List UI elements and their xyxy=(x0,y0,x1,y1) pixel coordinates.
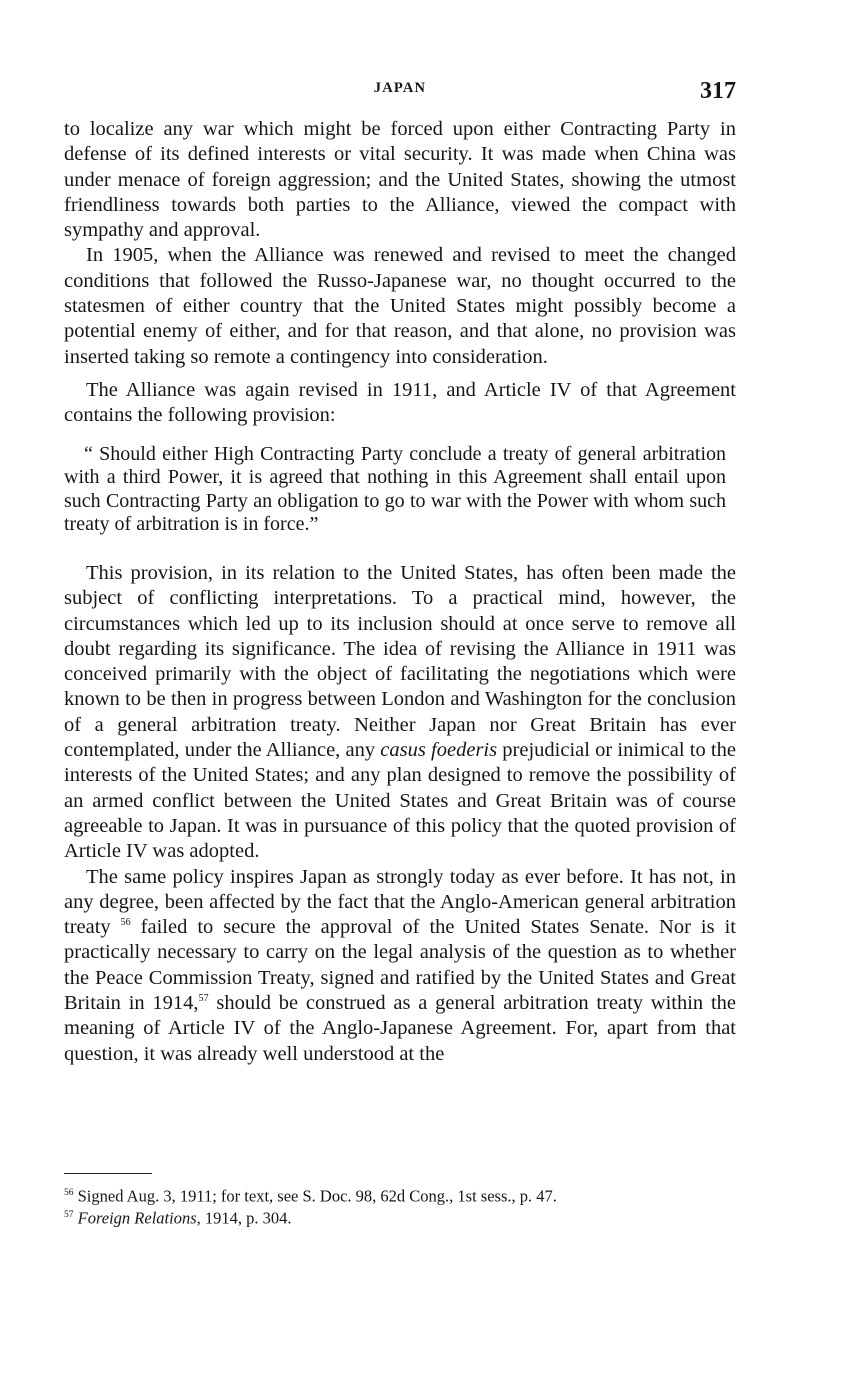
page-header xyxy=(64,78,736,108)
footnote-ref-56: 56 xyxy=(120,917,131,929)
footnote-ref-57: 57 xyxy=(198,993,209,1005)
footnotes xyxy=(64,1184,736,1227)
footnote-text: 1914, p. 304. xyxy=(200,1208,292,1227)
paragraph-5-text-a: The same policy inspires Japan as strongly today as ever before. It has not, in any degree, been affected by the fact that the Anglo-American general arbitration treaty xyxy=(64,865,736,939)
footnote-56 xyxy=(64,1184,736,1206)
paragraph-4 xyxy=(64,561,736,865)
italic-phrase: casus foederis xyxy=(380,739,498,762)
footnote-title: Foreign Relations, xyxy=(77,1208,201,1227)
block-quote: “ Should either High Contracting Party conclude a treaty of general arbitration with a third Power, it is agreed that nothing in this Agreement shall entail upon such Contracting Party an obligation to go to war with the Power with whom such treaty of arbitration is in force.” xyxy=(64,442,726,536)
page-number: 317 xyxy=(700,78,736,104)
footnote-divider xyxy=(64,1173,152,1174)
paragraph-5-text-b: failed to secure the approval of the United States Senate. Nor is it practically necessary to carry on the legal analysis of the question as to whether the Peace Commission Treaty, signed and ratified by the United States and Great Britain in 1914, xyxy=(64,916,736,1014)
body-text xyxy=(64,117,736,1067)
paragraph-5-text-c: should be construed as a general arbitration treaty within the meaning of Article IV of the Anglo-Japanese Agreement. For, apart from that question, it was already well understood at the xyxy=(64,991,736,1065)
running-title: JAPAN xyxy=(373,80,427,96)
footnote-marker: 56 xyxy=(64,1188,74,1198)
footnote-57 xyxy=(64,1206,736,1228)
paragraph-4-text-b: prejudicial or inimical to the interests of the United States; and any plan designed to remove the possibility of an armed conflict between the United States and Great Britain was of course agreeable to Japan. It was in pursuance of this policy that the quoted provision of Article IV was adopted. xyxy=(64,739,736,863)
paragraph-1: to localize any war which might be forced upon either Contracting Party in defense of its defined interests or vital security. It was made when China was under menace of foreign aggression; and the United States, showing the utmost friendliness towards both parties to the Alliance, viewed the compact with sympathy and approval. xyxy=(64,118,736,242)
paragraph-2: In 1905, when the Alliance was renewed and revised to meet the changed conditions that followed the Russo-Japanese war, no thought occurred to the statesmen of either country that the United States might possibly become a potential enemy of either, and for that reason, and that alone, no provision was inserted taking so remote a contingency into consideration. xyxy=(64,244,736,368)
footnote-marker: 57 xyxy=(64,1209,74,1220)
paragraph-5 xyxy=(64,865,736,1067)
paragraph-3: The Alliance was again revised in 1911, and Article IV of that Agreement contains the following provision: xyxy=(64,378,736,427)
paragraph-4-text-a: This provision, in its relation to the United States, has often been made the subject of conflicting interpretations. To a practical mind, however, the circumstances which led up to its inclusion should at once serve to remove all doubt regarding its significance. The idea of revising the Alliance in 1911 was conceived primarily with the object of facilitating the negotiations which were known to be then in progress between London and Washington for the conclusion of a general arbitration treaty. Neither Japan nor Great Britain has ever contemplated, under the Alliance, any xyxy=(64,561,736,762)
footnote-text: Signed Aug. 3, 1911; for text, see S. Doc. 98, 62d Cong., 1st sess., p. 47. xyxy=(77,1186,557,1206)
